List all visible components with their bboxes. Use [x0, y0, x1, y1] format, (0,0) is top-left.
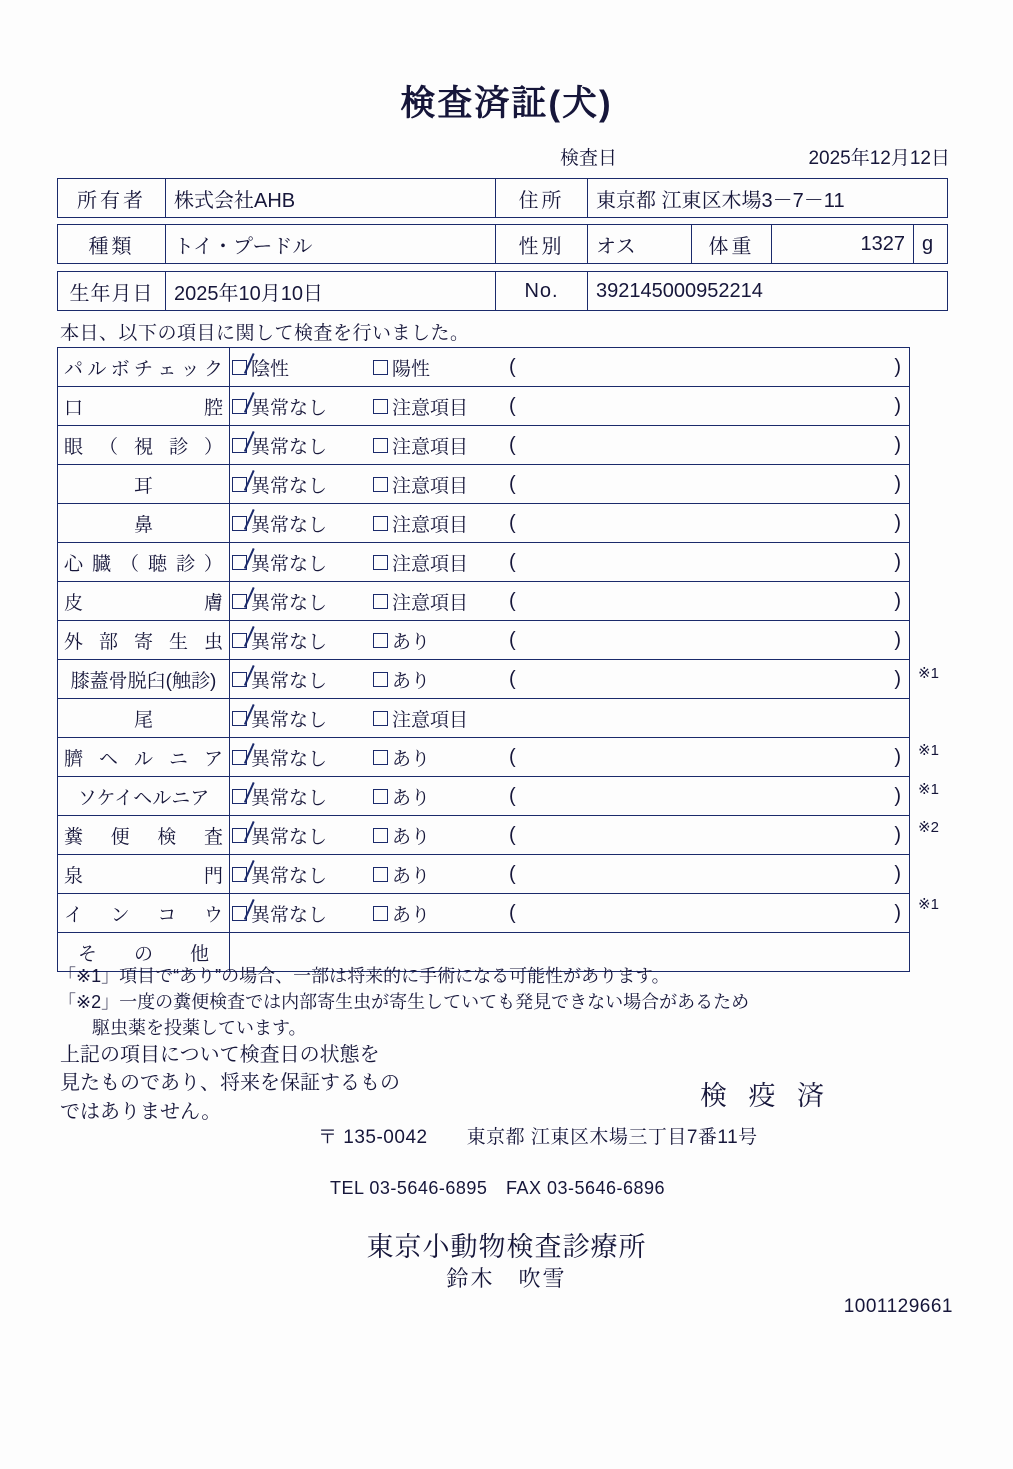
checkbox-icon[interactable]: [232, 594, 247, 609]
closing-statement: [60, 1041, 400, 1126]
table-row: [58, 816, 910, 855]
checkbox-icon[interactable]: [373, 750, 388, 765]
option-abnormal-checkbox[interactable]: [373, 432, 503, 459]
checkbox-icon[interactable]: [232, 711, 247, 726]
remark-field-close: ): [894, 745, 901, 768]
inspection-item-options: [230, 348, 910, 387]
option-label: 異常なし: [251, 592, 328, 614]
table-row: [58, 225, 948, 264]
option-abnormal-checkbox[interactable]: [373, 900, 503, 927]
closing-line-2: 見たものであり、将来を保証するもの: [60, 1072, 400, 1095]
option-abnormal-checkbox[interactable]: [373, 783, 503, 810]
inspection-item-options: [230, 855, 910, 894]
footnote-marker: ※1: [918, 896, 939, 913]
option-normal-checkbox[interactable]: [230, 354, 373, 381]
table-row: [58, 582, 910, 621]
option-label: 異常なし: [251, 826, 328, 848]
inspection-item-label: 尾: [58, 699, 230, 738]
checkbox-icon[interactable]: [232, 906, 247, 921]
registration-no-label: No.: [496, 272, 588, 311]
inspection-item-label: 鼻: [58, 504, 230, 543]
remark-field-close: ): [894, 901, 901, 924]
inspection-item-options: [230, 465, 910, 504]
sex-label: 性別: [496, 225, 588, 264]
table-row: [58, 621, 910, 660]
option-label: 異常なし: [251, 787, 328, 809]
option-abnormal-checkbox[interactable]: [373, 393, 503, 420]
checkbox-icon[interactable]: [373, 594, 388, 609]
weight-label: 体重: [692, 225, 772, 264]
remark-field-close: ): [894, 628, 901, 651]
option-label: 異常なし: [251, 709, 328, 731]
checkbox-icon[interactable]: [232, 477, 247, 492]
option-abnormal-checkbox[interactable]: [373, 354, 503, 381]
remark-field-close: ): [894, 862, 901, 885]
option-label: あり: [392, 670, 431, 692]
remark-field[interactable]: (: [509, 745, 516, 768]
option-abnormal-checkbox[interactable]: [373, 705, 503, 732]
remark-field-close: ): [894, 433, 901, 456]
option-abnormal-checkbox[interactable]: [373, 471, 503, 498]
inspection-item-label: 耳: [58, 465, 230, 504]
inspection-item-label: 皮 膚: [58, 582, 230, 621]
option-normal-checkbox[interactable]: [230, 783, 373, 810]
option-abnormal-checkbox[interactable]: [373, 822, 503, 849]
option-label: あり: [392, 904, 431, 926]
remark-field[interactable]: (: [509, 667, 516, 690]
table-row: [58, 504, 910, 543]
footnote-marker: ※1: [918, 780, 939, 798]
option-label: 異常なし: [251, 748, 328, 770]
option-normal-checkbox[interactable]: [230, 900, 373, 927]
option-abnormal-checkbox[interactable]: [373, 510, 503, 537]
option-label: 注意項目: [392, 436, 469, 458]
table-row: [58, 660, 910, 699]
birthdate-value: 2025年10月10日: [166, 272, 496, 311]
checkbox-icon[interactable]: [373, 438, 388, 453]
remark-field[interactable]: (: [509, 901, 516, 924]
inspection-item-options: [230, 894, 910, 933]
option-normal-checkbox[interactable]: [230, 627, 373, 654]
inspection-item-label: 心 臓 （ 聴 診 ）: [58, 543, 230, 582]
checkbox-icon[interactable]: [373, 867, 388, 882]
remark-field-close: ): [894, 355, 901, 378]
checkbox-icon[interactable]: [373, 477, 388, 492]
option-normal-checkbox[interactable]: [230, 393, 373, 420]
remark-field[interactable]: (: [509, 433, 516, 456]
weight-unit: g: [914, 225, 948, 264]
clinic-contact: TEL 03-5646-6895 FAX 03-5646-6896: [330, 1178, 666, 1198]
remark-field-close: ): [894, 784, 901, 807]
remark-field[interactable]: (: [509, 550, 516, 573]
checkbox-icon[interactable]: [232, 633, 247, 648]
remark-field[interactable]: (: [509, 472, 516, 495]
option-label: 注意項目: [392, 397, 469, 419]
option-abnormal-checkbox[interactable]: [373, 549, 503, 576]
remark-field-close: ): [894, 550, 901, 573]
inspection-item-options: [230, 543, 910, 582]
owner-label: 所有者: [58, 179, 166, 218]
owner-info-table: [57, 178, 948, 218]
inspection-item-label: イ ン コ ウ: [58, 894, 230, 933]
option-label: 異常なし: [251, 670, 328, 692]
footnote-3: 駆虫薬を投薬しています。: [92, 1018, 307, 1039]
table-row: [58, 426, 910, 465]
remark-field-close: ): [894, 667, 901, 690]
checkbox-icon[interactable]: [373, 828, 388, 843]
clinic-name: 東京小動物検査診療所: [366, 1232, 647, 1262]
footnote-marker: ※2: [918, 819, 939, 836]
birth-info-table: [57, 271, 948, 311]
checkbox-icon[interactable]: [373, 516, 388, 531]
doctor-name: 鈴木 吹雪: [446, 1266, 567, 1291]
option-normal-checkbox[interactable]: [230, 861, 373, 888]
table-row: [58, 543, 910, 582]
option-label: 注意項目: [392, 514, 469, 536]
inspection-item-options: [230, 660, 910, 699]
inspection-item-options: [230, 621, 910, 660]
table-row: [58, 777, 910, 816]
remark-field[interactable]: (: [509, 589, 516, 612]
remark-field[interactable]: (: [509, 511, 516, 534]
table-row: [58, 855, 910, 894]
option-label: 陽性: [392, 358, 431, 380]
inspection-item-label: 口 腔: [58, 387, 230, 426]
inspection-item-label: 泉 門: [58, 855, 230, 894]
option-abnormal-checkbox[interactable]: [373, 588, 503, 615]
option-normal-checkbox[interactable]: [230, 432, 373, 459]
option-abnormal-checkbox[interactable]: [373, 861, 503, 888]
option-label: 異常なし: [251, 397, 328, 419]
footnote-1: 「※1」項目で“あり”の場合、一部は将来的に手術になる可能性があります。: [58, 966, 670, 986]
footnote-marker: ※1: [918, 665, 939, 682]
closing-line-1: 上記の項目について検査日の状態を: [60, 1044, 380, 1066]
inspection-item-label: ソケイヘルニア: [58, 777, 230, 816]
inspection-notice: 本日、以下の項目に関して検査を行いました。: [60, 323, 470, 344]
checkbox-icon[interactable]: [373, 672, 388, 687]
inspection-item-options: [230, 738, 910, 777]
quarantine-stamp: 検 疫 済: [700, 1081, 832, 1111]
checkbox-icon[interactable]: [232, 672, 247, 687]
checkbox-icon[interactable]: [232, 360, 247, 375]
address-value: 東京都 江東区木場3－7－11: [588, 179, 948, 218]
option-label: 注意項目: [392, 592, 469, 614]
option-label: 異常なし: [251, 631, 328, 653]
option-abnormal-checkbox[interactable]: [373, 666, 503, 693]
option-label: あり: [392, 748, 431, 770]
address-label: 住所: [496, 179, 588, 218]
animal-info-table: [57, 224, 948, 264]
option-normal-checkbox[interactable]: [230, 549, 373, 576]
checkbox-icon[interactable]: [232, 516, 247, 531]
option-label: 異常なし: [251, 865, 328, 887]
checkbox-icon[interactable]: [373, 399, 388, 414]
closing-line-3: ではありません。: [60, 1100, 222, 1123]
exam-date-row: [560, 143, 950, 170]
option-label: あり: [392, 826, 431, 848]
option-label: 異常なし: [251, 436, 328, 458]
inspection-item-label: パ ル ボ チ ェ ッ ク: [58, 348, 230, 387]
option-normal-checkbox[interactable]: [230, 588, 373, 615]
option-label: 注意項目: [392, 553, 469, 575]
remark-field[interactable]: (: [509, 394, 516, 417]
footnotes: [58, 963, 749, 1041]
remark-field[interactable]: (: [509, 862, 516, 885]
inspection-item-label: 糞 便 検 査: [58, 816, 230, 855]
footnote-marker: ※1: [918, 742, 939, 759]
remark-field-close: ): [894, 472, 901, 495]
option-normal-checkbox[interactable]: [230, 744, 373, 771]
option-label: あり: [392, 787, 431, 809]
option-abnormal-checkbox[interactable]: [373, 627, 503, 654]
checkbox-icon[interactable]: [232, 555, 247, 570]
table-row: [58, 179, 948, 218]
table-row: [58, 738, 910, 777]
option-label: あり: [392, 865, 431, 887]
clinic-address: 〒 135-0042 東京都 江東区木場三丁目7番11号: [318, 1127, 758, 1148]
inspection-item-label: 眼 （ 視 診 ）: [58, 426, 230, 465]
inspection-item-options: [230, 504, 910, 543]
table-row: [58, 272, 948, 311]
exam-date-value: 2025年12月12日: [808, 148, 950, 169]
inspection-item-options: [230, 777, 910, 816]
inspection-item-options: [230, 426, 910, 465]
birthdate-label: 生年月日: [58, 272, 166, 311]
inspection-item-options: [230, 582, 910, 621]
remark-field[interactable]: (: [509, 784, 516, 807]
checkbox-icon[interactable]: [373, 633, 388, 648]
serial-number: 1001129661: [843, 1296, 953, 1317]
option-normal-checkbox[interactable]: [230, 510, 373, 537]
option-label: 異常なし: [251, 904, 328, 926]
option-label: 異常なし: [251, 553, 328, 575]
option-label: 注意項目: [392, 709, 469, 731]
option-normal-checkbox[interactable]: [230, 471, 373, 498]
inspection-item-options: [230, 387, 910, 426]
table-row: [58, 348, 910, 387]
option-label: 異常なし: [251, 475, 328, 497]
remark-field[interactable]: (: [509, 355, 516, 378]
registration-no-value: 392145000952214: [588, 272, 948, 311]
option-label: 陰性: [251, 358, 290, 380]
breed-label: 種類: [58, 225, 166, 264]
checkbox-icon[interactable]: [232, 750, 247, 765]
breed-value: トイ・プードル: [166, 225, 496, 264]
checkbox-icon[interactable]: [232, 438, 247, 453]
checkbox-icon[interactable]: [232, 867, 247, 882]
table-row: [58, 699, 910, 738]
inspection-item-label: 臍 ヘ ル ニ ア: [58, 738, 230, 777]
remark-field-close: ): [894, 511, 901, 534]
option-label: 異常なし: [251, 514, 328, 536]
checkbox-icon[interactable]: [232, 789, 247, 804]
checkbox-icon[interactable]: [373, 555, 388, 570]
checkbox-icon[interactable]: [373, 789, 388, 804]
option-normal-checkbox[interactable]: [230, 666, 373, 693]
inspection-item-label: 膝蓋骨脱臼(触診): [58, 660, 230, 699]
remark-field[interactable]: (: [509, 823, 516, 846]
remark-field-close: ): [894, 394, 901, 417]
page-title: 検査済証(犬): [400, 84, 613, 123]
option-label: 注意項目: [392, 475, 469, 497]
table-row: [58, 465, 910, 504]
inspection-items-table: [57, 347, 910, 972]
checkbox-icon[interactable]: [373, 711, 388, 726]
remark-field-close: ): [894, 823, 901, 846]
weight-value: 1327: [772, 225, 914, 264]
option-abnormal-checkbox[interactable]: [373, 744, 503, 771]
checkbox-icon[interactable]: [232, 828, 247, 843]
option-label: あり: [392, 631, 431, 653]
exam-date-label: 検査日: [560, 148, 618, 169]
option-normal-checkbox[interactable]: [230, 705, 373, 732]
inspection-item-options: [230, 816, 910, 855]
option-normal-checkbox[interactable]: [230, 822, 373, 849]
remark-field[interactable]: (: [509, 628, 516, 651]
table-row: [58, 387, 910, 426]
other-item-label: そ の 他: [58, 933, 230, 972]
checkbox-icon[interactable]: [232, 399, 247, 414]
inspection-item-label: 外 部 寄 生 虫: [58, 621, 230, 660]
checkbox-icon[interactable]: [373, 360, 388, 375]
sex-value: オス: [588, 225, 692, 264]
checkbox-icon[interactable]: [373, 906, 388, 921]
remark-field-close: ): [894, 589, 901, 612]
footnote-2: 「※2」一度の糞便検査では内部寄生虫が寄生していても発見できない場合があるため: [58, 992, 750, 1013]
owner-value: 株式会社AHB: [166, 179, 496, 218]
table-row: [58, 894, 910, 933]
inspection-item-options: [230, 699, 910, 738]
